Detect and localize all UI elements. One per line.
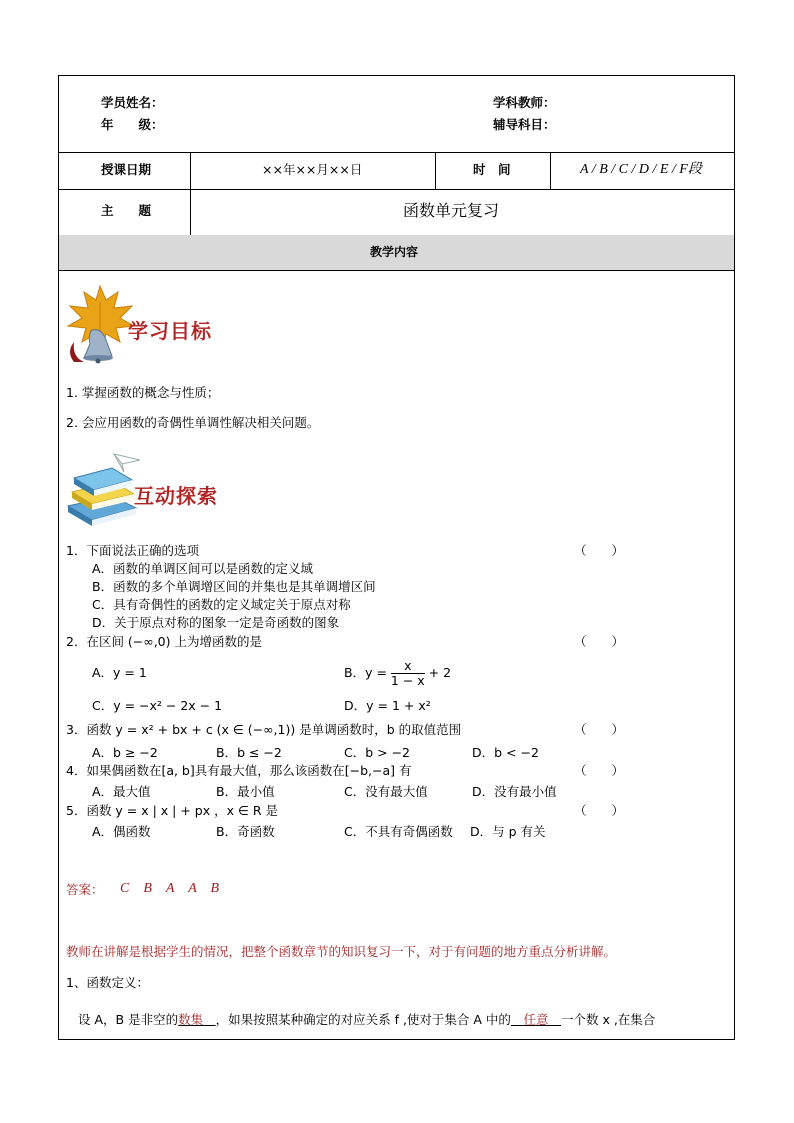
q2-option-b — [344, 656, 451, 690]
q3-option-a: A．b ≥ −2 — [92, 745, 158, 760]
blank-1-text: 数集 — [178, 1012, 204, 1027]
subject-label: 辅导科目： — [493, 117, 556, 132]
date-value: ××年××月××日 — [262, 162, 363, 177]
fraction-denominator: 1 − x — [390, 673, 425, 688]
banner-learning-goals: 学习目标 — [128, 319, 212, 343]
row-divider — [59, 189, 734, 190]
q5-option-a: A．偶函数 — [92, 824, 151, 839]
topic-label: 主 题 — [101, 203, 152, 218]
q1-option-c: C．具有奇偶性的函数的定义域定关于原点对称 — [92, 597, 351, 612]
answer-paren: （ ） — [574, 722, 625, 737]
banner-interactive-explore: 互动探索 — [134, 484, 218, 508]
row-divider — [59, 270, 734, 271]
blank-2-text: 任意 — [523, 1012, 549, 1027]
question-4-stem: 4．如果偶函数在[a, b]具有最大值，那么该函数在[−b,−a] 有 — [66, 763, 412, 778]
date-label: 授课日期 — [101, 162, 152, 177]
q5-option-d: D．与 p 有关 — [470, 824, 546, 839]
q2-option-b-suffix: + 2 — [428, 665, 452, 680]
q5-option-b: B．奇函数 — [216, 824, 275, 839]
fraction-numerator: x — [391, 659, 425, 674]
q2-option-a: A．y = 1 — [92, 665, 147, 680]
topic-value: 函数单元复习 — [403, 201, 500, 220]
answer-paren: （ ） — [574, 763, 625, 778]
books-stack-icon — [62, 452, 144, 528]
time-value: A / B / C / D / E / F段 — [580, 162, 702, 177]
question-3-stem: 3．函数 y = x² + bx + c (x ∈ (−∞,1)) 是单调函数时，b 的取值范围 — [66, 722, 462, 737]
q3-option-d: D．b < −2 — [472, 745, 539, 760]
q5-option-c: C．不具有奇偶函数 — [344, 824, 453, 839]
col-divider — [190, 152, 191, 235]
answers-value: C B A A B — [120, 881, 220, 896]
definition-part-2: ，如果按照某种确定的对应关系 f ,使对于集合 A 中的 — [215, 1012, 511, 1027]
content-header: 教学内容 — [370, 245, 419, 259]
q4-option-a: A．最大值 — [92, 784, 151, 799]
definition-blank-2 — [511, 1012, 561, 1027]
definition-blank-1 — [178, 1012, 216, 1027]
grade-label: 年 级： — [101, 117, 164, 132]
q2-option-b-fraction — [391, 659, 425, 688]
question-2-stem: 2．在区间 (−∞,0) 上为增函数的是 — [66, 634, 262, 649]
q4-option-d: D．没有最小值 — [472, 784, 557, 799]
goal-item: 2. 会应用函数的奇偶性单调性解决相关问题。 — [66, 415, 320, 430]
answer-paren: （ ） — [574, 634, 625, 649]
q2-option-c: C．y = −x² − 2x − 1 — [92, 698, 223, 713]
q4-option-b: B．最小值 — [216, 784, 275, 799]
q2-option-b-prefix: B．y = — [344, 665, 387, 680]
teacher-note: 教师在讲解是根据学生的情况，把整个函数章节的知识复习一下，对于有问题的地方重点分析讲解。 — [66, 944, 617, 959]
goal-item: 1. 掌握函数的概念与性质； — [66, 385, 220, 400]
q2-option-d: D．y = 1 + x² — [344, 698, 431, 713]
section-function-definition-title: 1、函数定义： — [66, 975, 149, 990]
time-label: 时 间 — [473, 162, 511, 177]
q1-option-b: B．函数的多个单调增区间的并集也是其单调增区间 — [92, 579, 376, 594]
answer-paren: （ ） — [574, 543, 625, 558]
q3-option-c: C．b > −2 — [344, 745, 411, 760]
q4-option-c: C．没有最大值 — [344, 784, 428, 799]
answers-label: 答案： — [66, 882, 104, 897]
q3-option-b: B．b ≤ −2 — [216, 745, 282, 760]
definition-line — [78, 1012, 655, 1028]
student-name-label: 学员姓名： — [101, 95, 164, 110]
row-divider — [59, 152, 734, 153]
teacher-label: 学科教师： — [493, 95, 556, 110]
col-divider — [435, 152, 436, 189]
col-divider — [550, 152, 551, 189]
question-1-stem: 1．下面说法正确的选项 — [66, 543, 199, 558]
answer-paren: （ ） — [574, 803, 625, 818]
q1-option-d: D．关于原点对称的图象一定是奇函数的图象 — [92, 615, 340, 630]
definition-part-3: 一个数 x ,在集合 — [560, 1012, 656, 1027]
q1-option-a: A．函数的单调区间可以是函数的定义域 — [92, 561, 314, 576]
question-5-stem: 5．函数 y = x | x | + px ，x ∈ R 是 — [66, 803, 278, 818]
definition-part-1: 设 A，B 是非空的 — [78, 1012, 179, 1027]
